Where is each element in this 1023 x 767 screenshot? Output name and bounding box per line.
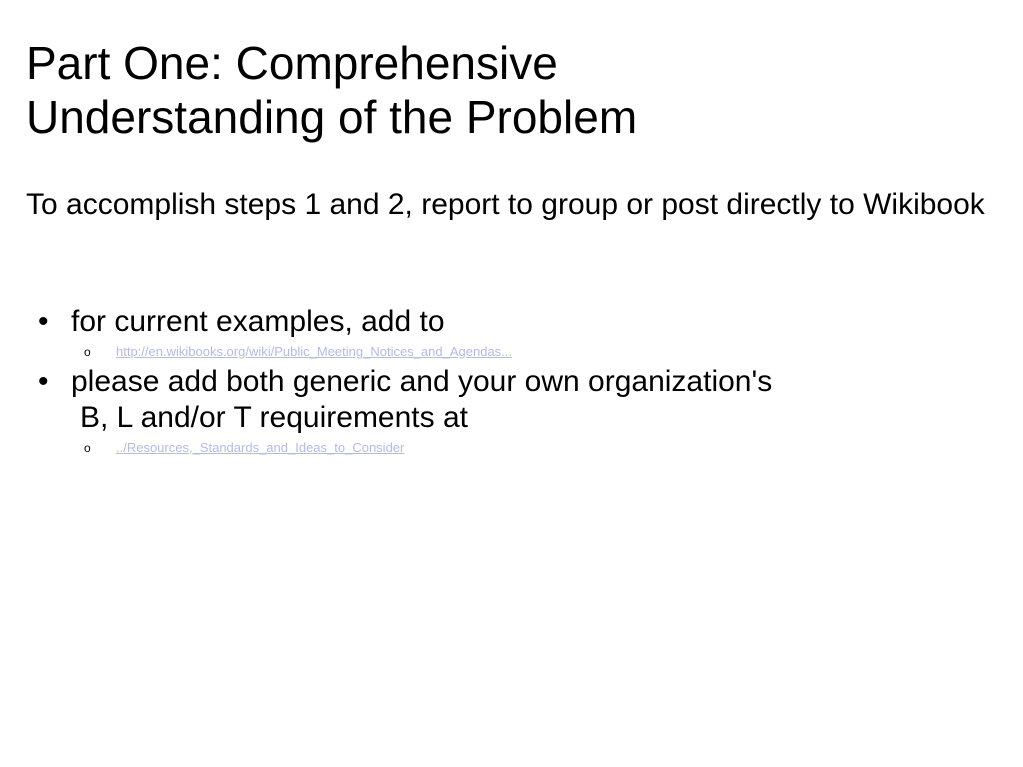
sub-bullet-item-resources-link [26,436,1001,460]
bullet-item-requirements [26,364,1001,436]
bullet-dot-icon: • [38,305,49,338]
bullet-text: please add both generic and your own organization's [71,365,773,398]
sub-bullet-circle-icon: o [84,345,91,359]
bullet-text-continued: B, L and/or T requirements at [80,401,468,434]
slide-title-line-2: Understanding of the Problem [26,91,638,143]
sub-bullet-circle-icon: o [84,441,91,455]
bullet-list [26,304,1001,460]
bullet-dot-icon: • [38,365,49,398]
resources-standards-link[interactable]: ../Resources,_Standards_and_Ideas_to_Consider [116,440,405,455]
slide-title [26,36,986,144]
intro-text: To accomplish steps 1 and 2, report to group or post directly to Wikibook [26,188,985,221]
sub-bullet-item-meeting-notices-link [26,340,1001,364]
bullet-text: for current examples, add to [71,305,445,338]
bullet-item-current-examples [26,304,1001,340]
slide-title-line-1: Part One: Comprehensive [26,37,558,89]
wikibooks-meeting-notices-link[interactable]: http://en.wikibooks.org/wiki/Public_Meeting_Notices_and_Agendas... [116,344,513,359]
